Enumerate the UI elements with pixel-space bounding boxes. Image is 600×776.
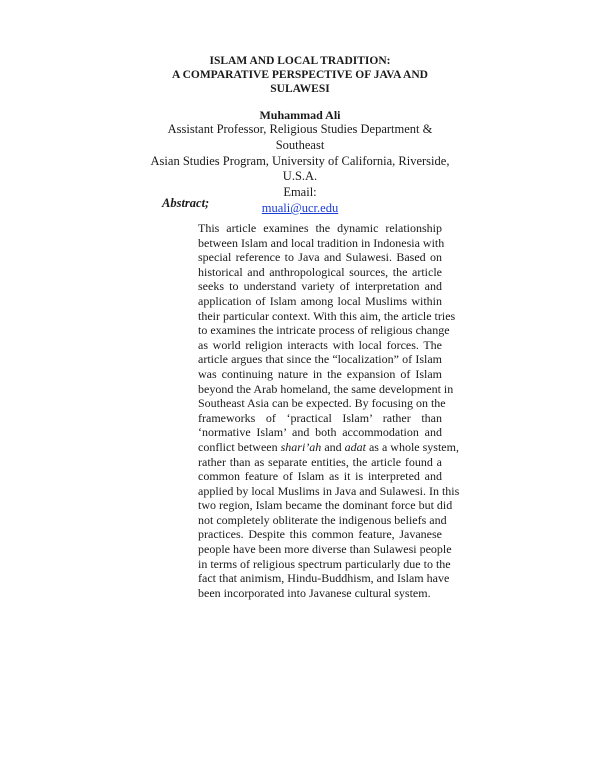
abstract-line [198,439,459,455]
abstract-line: their particular context. With this aim, the article tries [198,308,456,323]
abstract-line: Southeast Asia can be expected. By focusing on the [198,396,446,411]
abstract-line: applied by local Muslims in Java and Sulawesi. In this [198,483,460,498]
abstract-line: to examines the intricate process of religious change [198,323,450,338]
affiliation-line: U.S.A. [282,169,318,184]
abstract-fragment: and [324,439,342,454]
abstract-line: practices. Despite this common feature, Javanese [198,527,442,542]
abstract-term-shariah: shari’ah [280,439,322,454]
affiliation-line: Asian Studies Program, University of California, Riverside, [150,153,450,168]
abstract-line: historical and anthropological sources, the article [198,264,442,279]
abstract-line: between Islam and local tradition in Indonesia with [198,235,445,250]
abstract-fragment: as a whole system, [368,439,459,454]
abstract-line: fact that animism, Hindu-Buddhism, and Islam have [198,571,450,586]
title-line: ISLAM AND LOCAL TRADITION: [209,55,391,67]
abstract-line: special reference to Java and Sulawesi. Based on [198,250,442,265]
paper-title [150,54,450,96]
abstract-line: rather than as separate entities, the article found a [198,454,442,469]
abstract-line: ‘normative Islam’ and both accommodation and [198,425,442,440]
abstract-line: two region, Islam became the dominant force but did [198,498,453,513]
affiliation-line: Assistant Professor, Religious Studies Department & Southeast [167,122,433,152]
abstract-heading: Abstract; [162,196,210,210]
abstract-line: application of Islam among local Muslims within [198,293,442,308]
abstract-line: people have been more diverse than Sulawesi people [198,542,452,557]
abstract-line: not completely obliterate the indigenous beliefs and [198,512,447,527]
title-line: A COMPARATIVE PERSPECTIVE OF JAVA AND [172,69,428,81]
title-line: SULAWESI [270,83,330,95]
abstract-line: frameworks of ‘practical Islam’ rather than [198,410,442,425]
abstract-line: as world religion interacts with local forces. The [198,337,442,352]
abstract-line: article argues that since the “localization” of Islam [198,352,442,367]
abstract-line: common feature of Islam as it is interpreted and [198,469,442,484]
email-label: Email: [283,185,317,200]
abstract-body [198,221,460,600]
email-link[interactable]: muali@ucr.edu [261,200,339,215]
abstract-term-adat: adat [344,439,366,454]
abstract-line: seeks to understand variety of interpretation and [198,279,442,294]
abstract-line: been incorporated into Javanese cultural system. [198,585,431,600]
abstract-line: in terms of religious spectrum particularly due to the [198,556,451,571]
abstract-line: beyond the Arab homeland, the same development in [198,381,454,396]
author-name: Muhammad Ali [259,108,341,122]
abstract-line: was continuing nature in the expansion of Islam [198,366,442,381]
abstract-fragment: conflict between [198,439,278,454]
abstract-line: This article examines the dynamic relationship [198,221,442,235]
